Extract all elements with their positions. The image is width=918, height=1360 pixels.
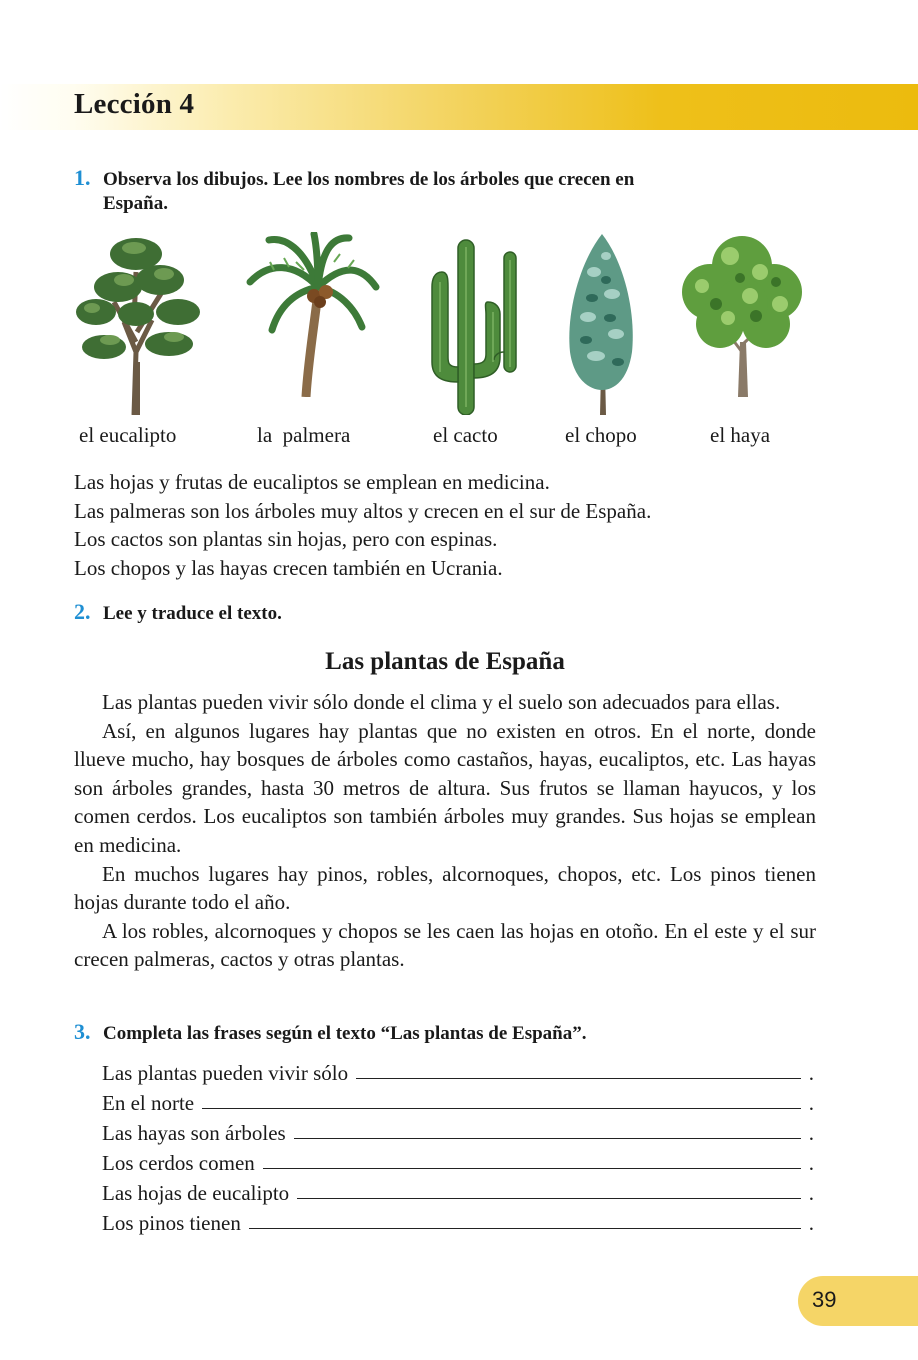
fill-in-period: . <box>808 1061 814 1085</box>
exercise-1-text-line1: Observa los dibujos. Lee los nombres de los árboles que crecen en <box>103 169 635 190</box>
exercise-1-text-line2: España. <box>103 193 168 214</box>
page-number: 39 <box>812 1287 837 1312</box>
answer-blank[interactable] <box>263 1148 801 1169</box>
fill-in-prompt: Las plantas pueden vivir sólo <box>102 1061 349 1085</box>
reading-title: Las plantas de España <box>325 648 565 675</box>
sentence: Los cactos son plantas sin hojas, pero con espinas. <box>74 527 498 551</box>
fill-in-prompt: Los pinos tienen <box>102 1211 241 1235</box>
fill-in-row <box>102 1148 814 1178</box>
fill-in-row <box>102 1208 814 1238</box>
fill-in-row <box>102 1058 814 1088</box>
tree-label-eucalyptus: el eucalipto <box>79 423 177 447</box>
fill-in-period: . <box>808 1091 814 1115</box>
reading-paragraph: Así, en algunos lugares hay plantas que no existen en otros. En el norte, donde llueve mucho, hay bosques de árboles como castaños, hayas, eucaliptos, etc. Las hayas son árboles grandes, hasta 30 metros de altura. Sus frutos se llaman hayucos, y los comen cerdos. Los eucaliptos son también árboles muy grandes. Sus hojas se emplean en medicina. <box>74 718 816 857</box>
sentence: Las hojas y frutas de eucaliptos se emplean en medicina. <box>74 470 550 494</box>
fill-in-prompt: Los cerdos comen <box>102 1151 255 1175</box>
fill-in-prompt: Las hojas de eucalipto <box>102 1181 290 1205</box>
beech-tree-icon <box>680 232 804 397</box>
answer-blank[interactable] <box>297 1178 801 1199</box>
exercise-1-number: 1. <box>74 165 91 190</box>
tree-illustrations <box>0 232 918 417</box>
answer-blank[interactable] <box>294 1118 801 1139</box>
poplar-tree-icon <box>562 232 642 415</box>
sentence: Los chopos y las hayas crecen también en Ucrania. <box>74 555 503 580</box>
fill-in-row <box>102 1118 814 1148</box>
reading-paragraph: Las plantas pueden vivir sólo donde el clima y el suelo son adecuados para ellas. <box>102 690 781 714</box>
lesson-title: Lección 4 <box>74 88 195 120</box>
fill-in-prompt: En el norte <box>102 1091 195 1115</box>
exercise-3-text: Completa las frases según el texto “Las plantas de España”. <box>103 1023 587 1044</box>
fill-in-period: . <box>808 1121 814 1145</box>
exercise-2-instruction <box>74 599 816 626</box>
reading-text <box>74 688 816 974</box>
sentence: Las palmeras son los árboles muy altos y crecen en el sur de España. <box>74 498 652 523</box>
tree-label-poplar: el chopo <box>565 423 637 447</box>
exercise-3-instruction <box>74 1019 816 1046</box>
exercise-3-number: 3. <box>74 1019 91 1044</box>
fill-in-row <box>102 1088 814 1118</box>
fill-in-period: . <box>808 1211 814 1235</box>
answer-blank[interactable] <box>202 1088 801 1109</box>
exercise-2-number: 2. <box>74 599 91 624</box>
exercise-1-instruction <box>74 165 816 216</box>
reading-paragraph: En muchos lugares hay pinos, robles, alcornoques, chopos, etc. Los pinos tienen hojas durante todo el año. <box>74 861 816 915</box>
fill-in-row <box>102 1178 814 1208</box>
fill-in-period: . <box>808 1151 814 1175</box>
reading-paragraph: A los robles, alcornoques y chopos se les caen las hojas en otoño. En el este y el sur crecen palmeras, cactos y otras plantas. <box>74 918 816 972</box>
answer-blank[interactable] <box>249 1208 801 1229</box>
tree-label-beech: el haya <box>710 423 771 447</box>
cactus-icon <box>428 232 520 415</box>
answer-blank[interactable] <box>356 1058 801 1079</box>
eucalyptus-tree-icon <box>74 232 202 415</box>
tree-label-cactus: el cacto <box>433 423 498 447</box>
tree-sentences <box>74 468 834 582</box>
fill-in-prompt: Las hayas son árboles <box>102 1121 286 1145</box>
exercise-2-text: Lee y traduce el texto. <box>103 603 282 624</box>
fill-in-period: . <box>808 1181 814 1205</box>
tree-label-palm: la palmera <box>257 423 351 447</box>
palm-tree-icon <box>244 232 380 397</box>
